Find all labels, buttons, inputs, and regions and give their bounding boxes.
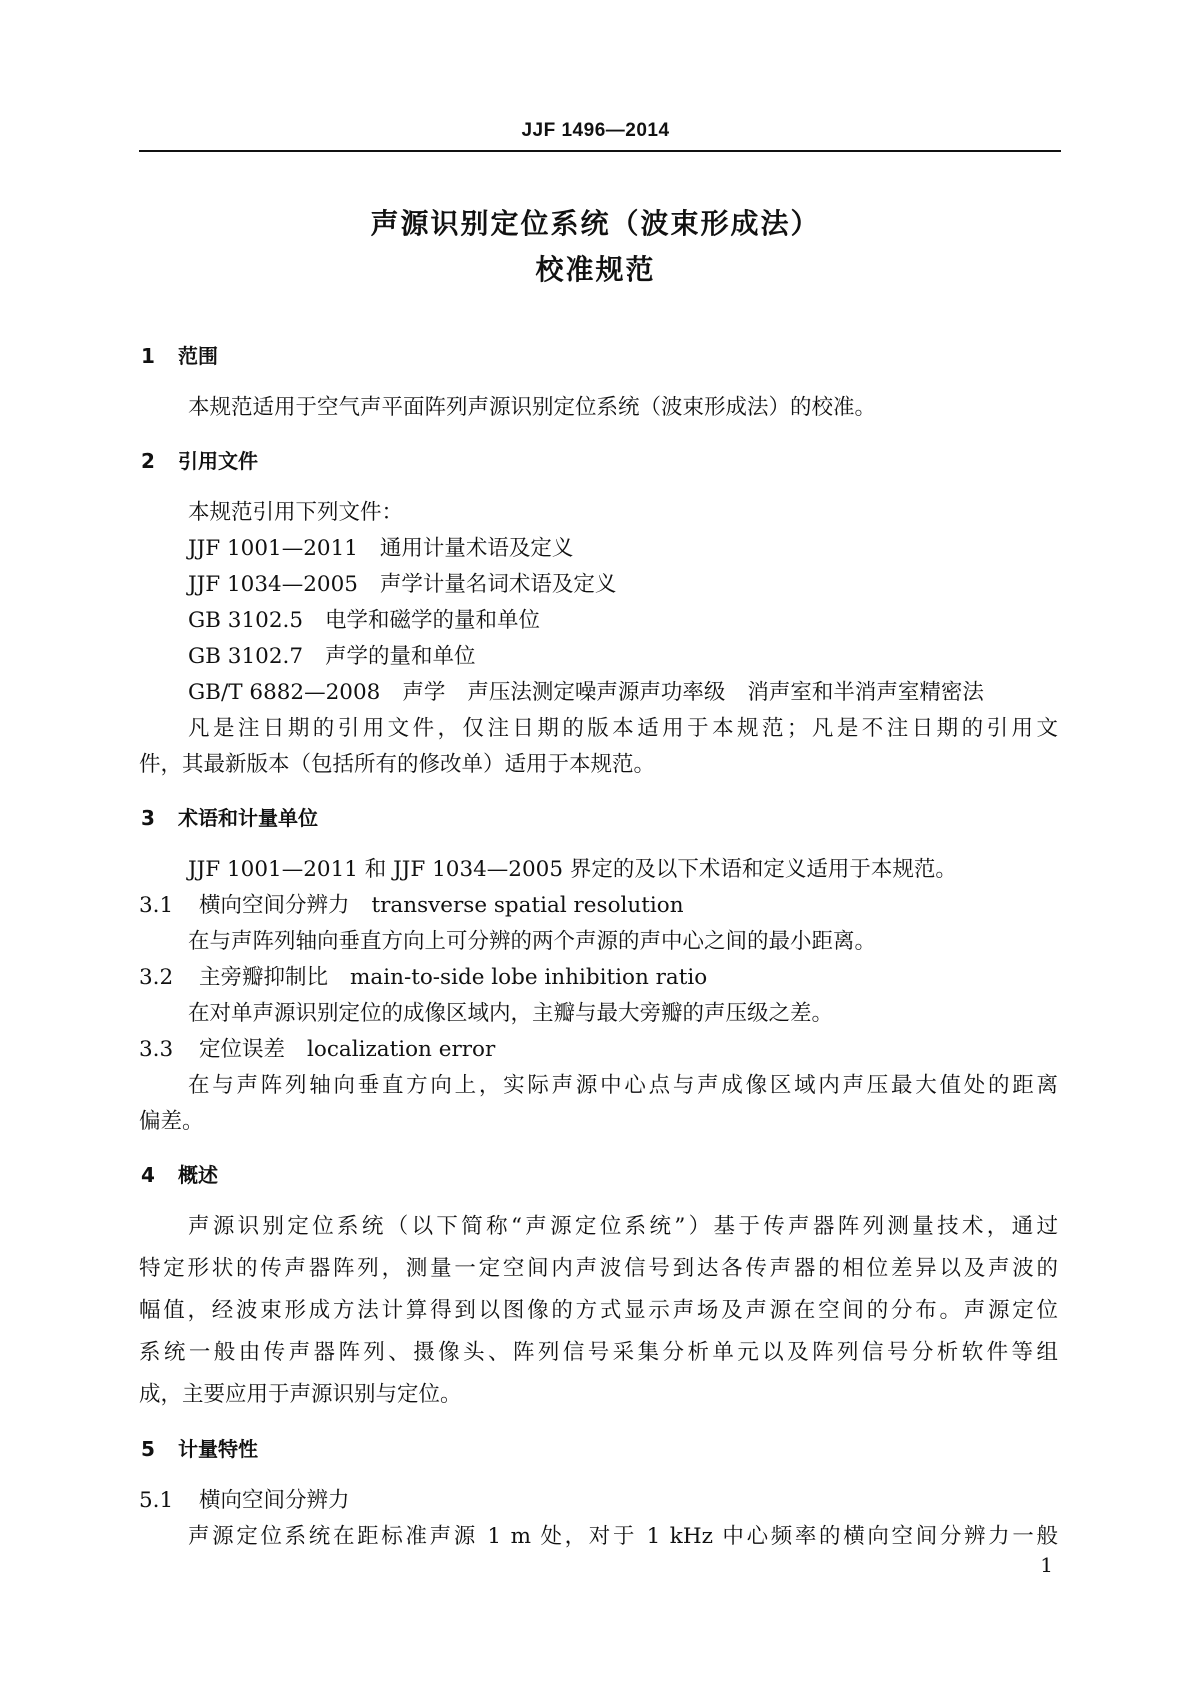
reference-name: 声学 (402, 680, 446, 705)
subsection-body: 声源定位系统在距标准声源 1 m 处，对于 1 kHz 中心频率的横向空间分辨力一般 (188, 1524, 1058, 1549)
section-number: 4 (141, 1163, 155, 1187)
subsection-number: 5.1 (139, 1488, 174, 1513)
references-note-line: 件，其最新版本（包括所有的修改单）适用于本规范。 (139, 752, 656, 777)
section-heading-3 (141, 800, 318, 836)
reference-item (188, 639, 476, 675)
term-number: 3.3 (139, 1037, 174, 1062)
overview-line: 幅值，经波束形成方法计算得到以图像的方式显示声场及声源在空间的分布。声源定位 (139, 1298, 1058, 1323)
section-number: 2 (141, 449, 155, 473)
reference-code: JJF 1001—2011 (188, 536, 358, 561)
standard-code-header: JJF 1496—2014 (521, 120, 670, 141)
term-definition: 在与声阵列轴向垂直方向上可分辨的两个声源的声中心之间的最小距离。 (188, 929, 877, 954)
term-definition: 在与声阵列轴向垂直方向上，实际声源中心点与声成像区域内声压最大值处的距离 (188, 1073, 1058, 1098)
section-heading-2 (141, 443, 258, 479)
page-number: 1 (1040, 1553, 1053, 1577)
reference-name: 通用计量术语及定义 (379, 536, 574, 561)
reference-item (188, 603, 540, 639)
reference-item (188, 531, 573, 567)
reference-item (188, 675, 984, 711)
term-heading (139, 960, 707, 996)
reference-code: GB 3102.5 (188, 608, 304, 633)
reference-code: GB 3102.7 (188, 644, 304, 669)
section-number: 3 (141, 806, 155, 830)
reference-code: JJF 1034—2005 (188, 572, 358, 597)
reference-name: 声学计量名词术语及定义 (379, 572, 617, 597)
term-english: main-to-side lobe inhibition ratio (350, 965, 708, 990)
section-number: 1 (141, 344, 155, 368)
overview-line: 系统一般由传声器阵列、摄像头、阵列信号采集分析单元以及阵列信号分析软件等组 (139, 1340, 1058, 1365)
section-number: 5 (141, 1437, 155, 1461)
term-english: transverse spatial resolution (371, 893, 684, 918)
section-heading-5 (141, 1431, 258, 1467)
section-heading-1 (141, 338, 218, 374)
reference-name: 声压法测定噪声源声功率级 (467, 680, 726, 705)
section-title: 术语和计量单位 (178, 806, 318, 830)
section-title: 引用文件 (178, 449, 258, 473)
term-definition: 在对单声源识别定位的成像区域内，主瓣与最大旁瓣的声压级之差。 (188, 1001, 834, 1026)
term-chinese: 横向空间分辨力 (199, 893, 350, 918)
term-english: localization error (307, 1037, 496, 1062)
references-note-line: 凡是注日期的引用文件，仅注日期的版本适用于本规范；凡是不注日期的引用文 (188, 716, 1058, 741)
section-title: 范围 (178, 344, 218, 368)
section-1-body: 本规范适用于空气声平面阵列声源识别定位系统（波束形成法）的校准。 (188, 395, 877, 420)
document-subtitle: 校准规范 (535, 253, 656, 286)
term-definition: 偏差。 (139, 1109, 204, 1134)
terms-intro: JJF 1001—2011 和 JJF 1034—2005 界定的及以下术语和定义适用于本规范。 (188, 857, 957, 882)
reference-code: GB/T 6882—2008 (188, 680, 381, 705)
overview-line: 特定形状的传声器阵列，测量一定空间内声波信号到达各传声器的相位差异以及声波的 (139, 1256, 1058, 1281)
document-title: 声源识别定位系统（波束形成法） (370, 207, 821, 240)
term-number: 3.1 (139, 893, 174, 918)
section-heading-4 (141, 1157, 218, 1193)
references-intro: 本规范引用下列文件： (188, 500, 404, 525)
header-rule (139, 150, 1061, 152)
section-title: 概述 (178, 1163, 218, 1187)
reference-name: 声学的量和单位 (325, 644, 476, 669)
term-heading (139, 1032, 495, 1068)
term-chinese: 定位误差 (199, 1037, 286, 1062)
section-title: 计量特性 (178, 1437, 258, 1461)
reference-name: 电学和磁学的量和单位 (325, 608, 541, 633)
term-number: 3.2 (139, 965, 174, 990)
overview-line: 声源识别定位系统（以下简称“声源定位系统”）基于传声器阵列测量技术，通过 (188, 1214, 1058, 1239)
term-chinese: 主旁瓣抑制比 (199, 965, 329, 990)
subsection-heading (139, 1483, 350, 1519)
reference-name: 消声室和半消声室精密法 (747, 680, 984, 705)
term-heading (139, 888, 684, 924)
overview-line: 成，主要应用于声源识别与定位。 (139, 1382, 462, 1407)
reference-item (188, 567, 616, 603)
subsection-title: 横向空间分辨力 (199, 1488, 350, 1513)
